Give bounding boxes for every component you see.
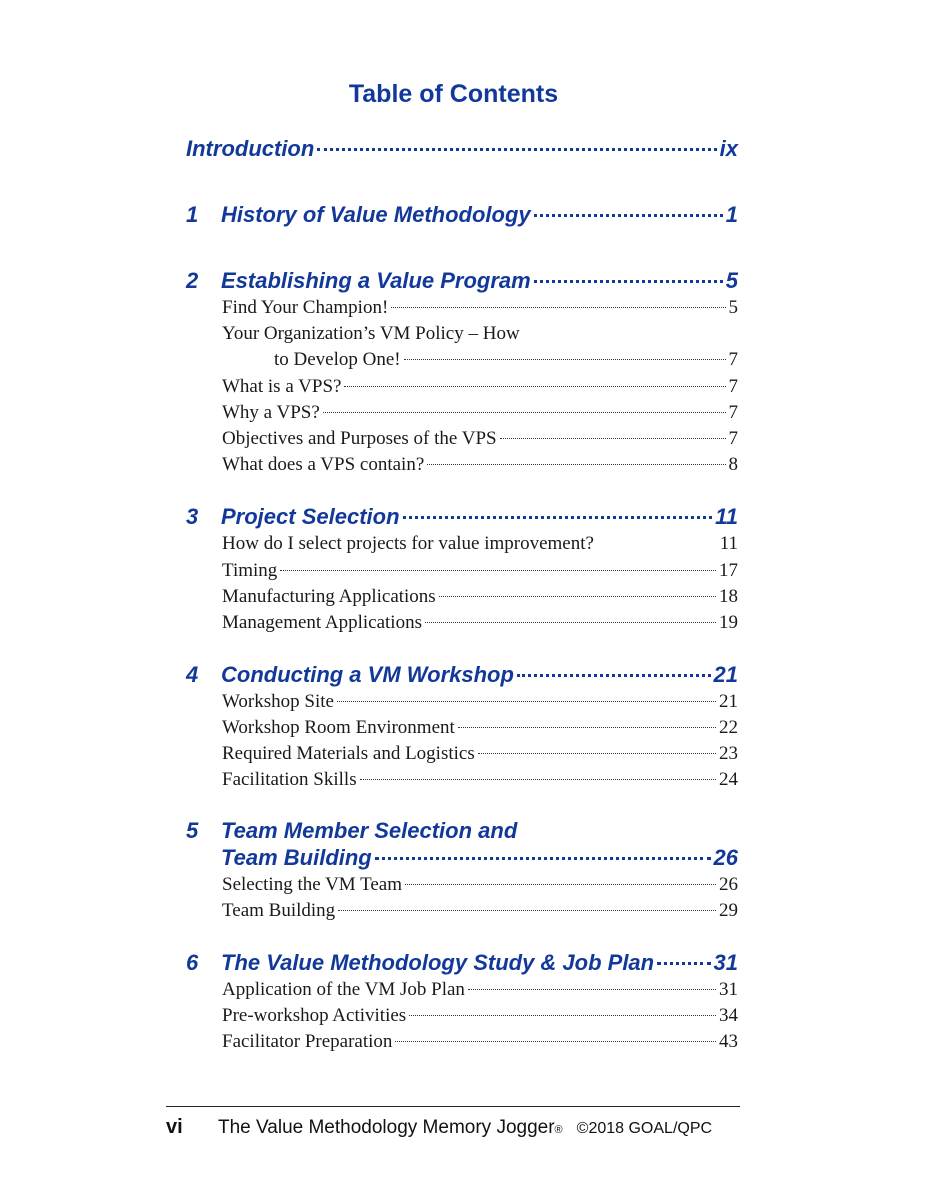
toc-entry[interactable] bbox=[186, 402, 738, 424]
dot-leader bbox=[468, 989, 716, 990]
toc-entry[interactable] bbox=[186, 454, 738, 476]
dot-leader bbox=[409, 1015, 716, 1016]
entry-title: Timing bbox=[222, 560, 278, 581]
entry-title: Objectives and Purposes of the VPS bbox=[222, 428, 497, 449]
entry-title: Pre-workshop Activities bbox=[222, 1005, 407, 1026]
page-number: 11 bbox=[715, 504, 738, 529]
toc-entry[interactable] bbox=[186, 874, 738, 896]
dot-leader bbox=[439, 596, 716, 597]
chapter-title: History of Value Methodology bbox=[221, 202, 531, 227]
page-number: 31 bbox=[713, 950, 738, 975]
page-number: 23 bbox=[719, 743, 738, 764]
footer-copyright: ©2018 GOAL/QPC bbox=[576, 1120, 713, 1137]
page-number: 7 bbox=[728, 349, 738, 370]
dot-leader bbox=[280, 570, 716, 571]
toc-chapter-4[interactable] bbox=[186, 662, 738, 688]
toc-entry[interactable] bbox=[186, 323, 738, 345]
entry-title: Your Organization’s VM Policy – How bbox=[222, 323, 520, 344]
toc-entry[interactable] bbox=[186, 717, 738, 739]
entry-title: Workshop Room Environment bbox=[222, 717, 455, 738]
dot-leader bbox=[317, 148, 716, 151]
toc-entry[interactable] bbox=[186, 900, 738, 922]
chapter-title: The Value Methodology Study & Job Plan bbox=[221, 950, 655, 975]
page-number: 29 bbox=[719, 900, 738, 921]
page-number: 22 bbox=[719, 717, 738, 738]
entry-title: Selecting the VM Team bbox=[222, 874, 403, 895]
page-number: 1 bbox=[725, 202, 738, 227]
page-title: Table of Contents bbox=[348, 80, 559, 108]
registered-mark: ® bbox=[554, 1124, 563, 1136]
chapter-number: 5 bbox=[186, 818, 199, 843]
page-number: 7 bbox=[728, 428, 738, 449]
chapter-title-continued: Team Building bbox=[221, 845, 372, 870]
entry-title: How do I select projects for value improvement? bbox=[222, 533, 594, 554]
page-number: ix bbox=[719, 136, 738, 161]
page-number: 17 bbox=[719, 560, 738, 581]
page-footer bbox=[166, 1116, 740, 1139]
chapter-number: 3 bbox=[186, 504, 199, 529]
toc-entry[interactable] bbox=[186, 560, 738, 582]
chapter-title: Introduction bbox=[186, 136, 315, 161]
toc-introduction[interactable] bbox=[186, 136, 738, 162]
dot-leader bbox=[404, 359, 726, 360]
chapter-number: 4 bbox=[186, 662, 199, 687]
footer-rule bbox=[166, 1106, 740, 1107]
toc-chapter-6[interactable] bbox=[186, 950, 738, 976]
page-number: 18 bbox=[719, 586, 738, 607]
page-number: 5 bbox=[725, 268, 738, 293]
entry-title: to Develop One! bbox=[274, 349, 401, 370]
toc-entry[interactable] bbox=[186, 586, 738, 608]
dot-leader bbox=[337, 701, 716, 702]
table-of-contents bbox=[186, 0, 738, 1100]
dot-leader bbox=[478, 753, 716, 754]
chapter-number: 2 bbox=[186, 268, 199, 293]
toc-chapter-5[interactable] bbox=[186, 818, 738, 844]
toc-chapter-1[interactable] bbox=[186, 202, 738, 228]
dot-leader bbox=[405, 884, 716, 885]
toc-entry[interactable] bbox=[186, 743, 738, 765]
entry-title: Required Materials and Logistics bbox=[222, 743, 475, 764]
entry-title: Manufacturing Applications bbox=[222, 586, 436, 607]
chapter-number: 6 bbox=[186, 950, 199, 975]
page-number: 7 bbox=[728, 402, 738, 423]
chapter-title: Establishing a Value Program bbox=[221, 268, 531, 293]
dot-leader bbox=[391, 307, 725, 308]
dot-leader bbox=[500, 438, 726, 439]
toc-entry[interactable] bbox=[186, 533, 738, 555]
entry-title: Why a VPS? bbox=[222, 402, 320, 423]
entry-title: Team Building bbox=[222, 900, 336, 921]
page-number: 19 bbox=[719, 612, 738, 633]
footer-book-title: The Value Methodology Memory Jogger bbox=[218, 1117, 555, 1138]
entry-title: Facilitation Skills bbox=[222, 769, 357, 790]
chapter-title: Conducting a VM Workshop bbox=[221, 662, 514, 687]
dot-leader bbox=[534, 280, 723, 283]
toc-entry[interactable] bbox=[186, 612, 738, 634]
page-number: 11 bbox=[719, 533, 738, 554]
toc-entry[interactable] bbox=[186, 979, 738, 1001]
entry-title: Find Your Champion! bbox=[222, 297, 389, 318]
page-number: 43 bbox=[719, 1031, 738, 1052]
page-number: 8 bbox=[728, 454, 738, 475]
page-number: 26 bbox=[719, 874, 738, 895]
toc-entry[interactable] bbox=[186, 1005, 738, 1027]
dot-leader bbox=[427, 464, 725, 465]
entry-title: Workshop Site bbox=[222, 691, 334, 712]
page-number: 26 bbox=[713, 845, 738, 870]
toc-entry[interactable] bbox=[186, 769, 738, 791]
entry-title: Facilitator Preparation bbox=[222, 1031, 393, 1052]
page-number: 5 bbox=[728, 297, 738, 318]
toc-chapter-5-continued[interactable] bbox=[186, 845, 738, 871]
dot-leader bbox=[425, 622, 716, 623]
toc-entry[interactable] bbox=[186, 376, 738, 398]
page-number: 24 bbox=[719, 769, 738, 790]
dot-leader bbox=[517, 674, 711, 677]
toc-entry[interactable] bbox=[186, 1031, 738, 1053]
entry-title: Management Applications bbox=[222, 612, 422, 633]
dot-leader bbox=[403, 516, 713, 519]
dot-leader bbox=[458, 727, 716, 728]
page-number: 21 bbox=[713, 662, 738, 687]
page-number: 34 bbox=[719, 1005, 738, 1026]
dot-leader bbox=[657, 962, 710, 965]
toc-chapter-3[interactable] bbox=[186, 504, 738, 530]
toc-entry[interactable] bbox=[186, 428, 738, 450]
toc-entry-continued[interactable] bbox=[186, 349, 738, 371]
dot-leader bbox=[395, 1041, 716, 1042]
entry-title: What is a VPS? bbox=[222, 376, 342, 397]
chapter-number: 1 bbox=[186, 202, 199, 227]
dot-leader bbox=[344, 386, 725, 387]
dot-leader bbox=[360, 779, 716, 780]
entry-title: What does a VPS contain? bbox=[222, 454, 425, 475]
toc-chapter-2[interactable] bbox=[186, 268, 738, 294]
dot-leader bbox=[375, 857, 711, 860]
entry-title: Application of the VM Job Plan bbox=[222, 979, 465, 1000]
dot-leader bbox=[534, 214, 723, 217]
page-number: 7 bbox=[728, 376, 738, 397]
chapter-title: Project Selection bbox=[221, 504, 400, 529]
toc-entry[interactable] bbox=[186, 691, 738, 713]
footer-page-number: vi bbox=[166, 1116, 183, 1138]
page-number: 31 bbox=[719, 979, 738, 1000]
chapter-title: Team Member Selection and bbox=[221, 818, 518, 843]
dot-leader bbox=[338, 910, 716, 911]
toc-entry[interactable] bbox=[186, 297, 738, 319]
page-number: 21 bbox=[719, 691, 738, 712]
dot-leader bbox=[323, 412, 726, 413]
